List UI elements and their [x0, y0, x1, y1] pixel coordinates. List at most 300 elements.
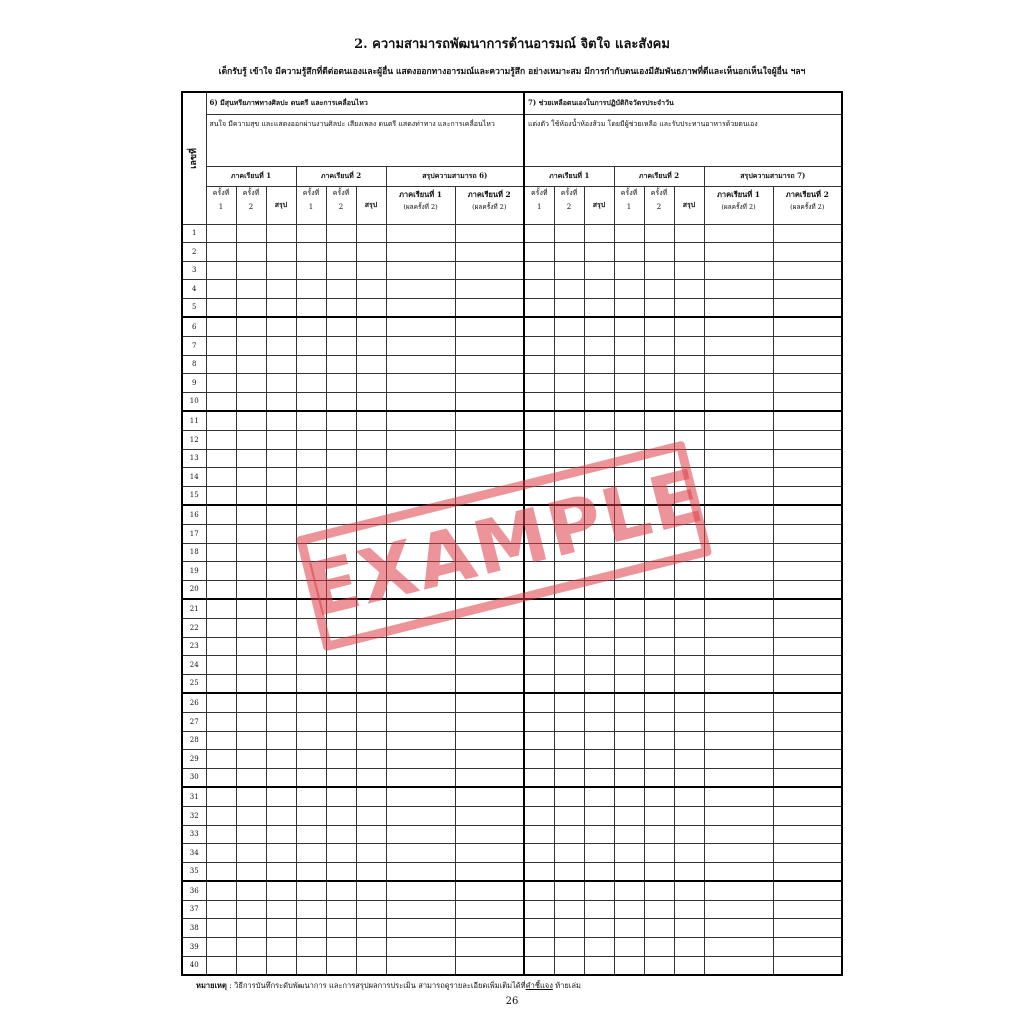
- score-cell[interactable]: [584, 919, 614, 938]
- score-cell[interactable]: [386, 337, 455, 356]
- score-cell[interactable]: [266, 243, 296, 262]
- score-cell[interactable]: [773, 280, 842, 299]
- score-cell[interactable]: [524, 656, 554, 675]
- score-cell[interactable]: [614, 956, 644, 975]
- score-cell[interactable]: [386, 618, 455, 637]
- score-cell[interactable]: [266, 525, 296, 544]
- score-cell[interactable]: [386, 261, 455, 280]
- score-cell[interactable]: [206, 693, 236, 712]
- score-cell[interactable]: [674, 580, 704, 599]
- score-cell[interactable]: [455, 862, 524, 881]
- score-cell[interactable]: [386, 693, 455, 712]
- score-cell[interactable]: [524, 449, 554, 468]
- score-cell[interactable]: [644, 881, 674, 900]
- score-cell[interactable]: [704, 337, 773, 356]
- score-cell[interactable]: [206, 280, 236, 299]
- score-cell[interactable]: [386, 525, 455, 544]
- score-cell[interactable]: [236, 337, 266, 356]
- score-cell[interactable]: [704, 243, 773, 262]
- score-cell[interactable]: [584, 543, 614, 562]
- score-cell[interactable]: [386, 599, 455, 618]
- score-cell[interactable]: [206, 862, 236, 881]
- score-cell[interactable]: [356, 862, 386, 881]
- score-cell[interactable]: [386, 280, 455, 299]
- score-cell[interactable]: [644, 599, 674, 618]
- score-cell[interactable]: [386, 580, 455, 599]
- score-cell[interactable]: [236, 806, 266, 825]
- score-cell[interactable]: [644, 562, 674, 581]
- score-cell[interactable]: [614, 599, 644, 618]
- score-cell[interactable]: [704, 881, 773, 900]
- score-cell[interactable]: [296, 637, 326, 656]
- score-cell[interactable]: [236, 243, 266, 262]
- score-cell[interactable]: [206, 787, 236, 806]
- score-cell[interactable]: [356, 919, 386, 938]
- score-cell[interactable]: [455, 411, 524, 430]
- score-cell[interactable]: [266, 862, 296, 881]
- score-cell[interactable]: [266, 280, 296, 299]
- score-cell[interactable]: [326, 825, 356, 844]
- score-cell[interactable]: [704, 844, 773, 863]
- score-cell[interactable]: [356, 938, 386, 957]
- score-cell[interactable]: [554, 224, 584, 243]
- score-cell[interactable]: [584, 787, 614, 806]
- score-cell[interactable]: [236, 825, 266, 844]
- score-cell[interactable]: [386, 486, 455, 505]
- score-cell[interactable]: [386, 787, 455, 806]
- score-cell[interactable]: [554, 825, 584, 844]
- score-cell[interactable]: [266, 392, 296, 411]
- score-cell[interactable]: [524, 919, 554, 938]
- score-cell[interactable]: [773, 825, 842, 844]
- score-cell[interactable]: [524, 844, 554, 863]
- score-cell[interactable]: [614, 355, 644, 374]
- score-cell[interactable]: [236, 486, 266, 505]
- score-cell[interactable]: [326, 750, 356, 769]
- score-cell[interactable]: [584, 243, 614, 262]
- score-cell[interactable]: [455, 656, 524, 675]
- score-cell[interactable]: [524, 806, 554, 825]
- score-cell[interactable]: [455, 825, 524, 844]
- score-cell[interactable]: [236, 956, 266, 975]
- score-cell[interactable]: [206, 224, 236, 243]
- score-cell[interactable]: [326, 543, 356, 562]
- score-cell[interactable]: [584, 317, 614, 336]
- score-cell[interactable]: [455, 881, 524, 900]
- score-cell[interactable]: [206, 562, 236, 581]
- score-cell[interactable]: [674, 543, 704, 562]
- score-cell[interactable]: [266, 298, 296, 317]
- score-cell[interactable]: [296, 468, 326, 487]
- score-cell[interactable]: [296, 243, 326, 262]
- score-cell[interactable]: [266, 562, 296, 581]
- score-cell[interactable]: [614, 411, 644, 430]
- score-cell[interactable]: [206, 956, 236, 975]
- score-cell[interactable]: [704, 787, 773, 806]
- score-cell[interactable]: [773, 956, 842, 975]
- score-cell[interactable]: [455, 280, 524, 299]
- score-cell[interactable]: [236, 431, 266, 450]
- score-cell[interactable]: [455, 637, 524, 656]
- score-cell[interactable]: [266, 806, 296, 825]
- score-cell[interactable]: [554, 731, 584, 750]
- score-cell[interactable]: [614, 449, 644, 468]
- score-cell[interactable]: [386, 431, 455, 450]
- score-cell[interactable]: [236, 392, 266, 411]
- score-cell[interactable]: [356, 712, 386, 731]
- score-cell[interactable]: [386, 656, 455, 675]
- score-cell[interactable]: [554, 806, 584, 825]
- score-cell[interactable]: [386, 392, 455, 411]
- score-cell[interactable]: [236, 768, 266, 787]
- score-cell[interactable]: [674, 562, 704, 581]
- score-cell[interactable]: [554, 280, 584, 299]
- score-cell[interactable]: [206, 825, 236, 844]
- score-cell[interactable]: [356, 317, 386, 336]
- score-cell[interactable]: [326, 486, 356, 505]
- score-cell[interactable]: [773, 505, 842, 524]
- score-cell[interactable]: [773, 674, 842, 693]
- score-cell[interactable]: [206, 881, 236, 900]
- score-cell[interactable]: [356, 618, 386, 637]
- score-cell[interactable]: [644, 637, 674, 656]
- score-cell[interactable]: [266, 637, 296, 656]
- score-cell[interactable]: [614, 750, 644, 769]
- score-cell[interactable]: [614, 392, 644, 411]
- score-cell[interactable]: [206, 298, 236, 317]
- score-cell[interactable]: [326, 317, 356, 336]
- score-cell[interactable]: [704, 618, 773, 637]
- score-cell[interactable]: [584, 505, 614, 524]
- score-cell[interactable]: [524, 337, 554, 356]
- score-cell[interactable]: [773, 637, 842, 656]
- score-cell[interactable]: [326, 374, 356, 393]
- score-cell[interactable]: [584, 468, 614, 487]
- score-cell[interactable]: [524, 298, 554, 317]
- score-cell[interactable]: [296, 862, 326, 881]
- score-cell[interactable]: [266, 956, 296, 975]
- score-cell[interactable]: [356, 337, 386, 356]
- score-cell[interactable]: [554, 768, 584, 787]
- score-cell[interactable]: [266, 261, 296, 280]
- score-cell[interactable]: [773, 919, 842, 938]
- score-cell[interactable]: [455, 317, 524, 336]
- score-cell[interactable]: [704, 731, 773, 750]
- score-cell[interactable]: [326, 637, 356, 656]
- score-cell[interactable]: [614, 637, 644, 656]
- score-cell[interactable]: [356, 392, 386, 411]
- score-cell[interactable]: [455, 374, 524, 393]
- score-cell[interactable]: [704, 938, 773, 957]
- score-cell[interactable]: [674, 750, 704, 769]
- score-cell[interactable]: [584, 900, 614, 919]
- score-cell[interactable]: [674, 261, 704, 280]
- score-cell[interactable]: [356, 374, 386, 393]
- score-cell[interactable]: [206, 844, 236, 863]
- score-cell[interactable]: [356, 298, 386, 317]
- score-cell[interactable]: [386, 919, 455, 938]
- score-cell[interactable]: [644, 693, 674, 712]
- score-cell[interactable]: [206, 543, 236, 562]
- score-cell[interactable]: [455, 580, 524, 599]
- score-cell[interactable]: [773, 431, 842, 450]
- score-cell[interactable]: [296, 881, 326, 900]
- score-cell[interactable]: [704, 919, 773, 938]
- score-cell[interactable]: [356, 525, 386, 544]
- score-cell[interactable]: [455, 806, 524, 825]
- score-cell[interactable]: [455, 618, 524, 637]
- score-cell[interactable]: [236, 938, 266, 957]
- score-cell[interactable]: [296, 712, 326, 731]
- score-cell[interactable]: [554, 243, 584, 262]
- score-cell[interactable]: [266, 224, 296, 243]
- score-cell[interactable]: [584, 825, 614, 844]
- score-cell[interactable]: [236, 411, 266, 430]
- score-cell[interactable]: [674, 224, 704, 243]
- score-cell[interactable]: [326, 562, 356, 581]
- score-cell[interactable]: [206, 599, 236, 618]
- score-cell[interactable]: [644, 750, 674, 769]
- score-cell[interactable]: [524, 693, 554, 712]
- score-cell[interactable]: [674, 280, 704, 299]
- score-cell[interactable]: [644, 656, 674, 675]
- score-cell[interactable]: [326, 844, 356, 863]
- score-cell[interactable]: [236, 374, 266, 393]
- score-cell[interactable]: [356, 637, 386, 656]
- score-cell[interactable]: [554, 637, 584, 656]
- score-cell[interactable]: [644, 956, 674, 975]
- score-cell[interactable]: [584, 337, 614, 356]
- score-cell[interactable]: [584, 637, 614, 656]
- score-cell[interactable]: [614, 280, 644, 299]
- score-cell[interactable]: [236, 637, 266, 656]
- score-cell[interactable]: [266, 731, 296, 750]
- score-cell[interactable]: [584, 656, 614, 675]
- score-cell[interactable]: [266, 505, 296, 524]
- score-cell[interactable]: [773, 486, 842, 505]
- score-cell[interactable]: [704, 862, 773, 881]
- score-cell[interactable]: [206, 919, 236, 938]
- score-cell[interactable]: [236, 881, 266, 900]
- score-cell[interactable]: [296, 337, 326, 356]
- score-cell[interactable]: [206, 768, 236, 787]
- score-cell[interactable]: [356, 355, 386, 374]
- score-cell[interactable]: [644, 525, 674, 544]
- score-cell[interactable]: [266, 656, 296, 675]
- score-cell[interactable]: [455, 337, 524, 356]
- score-cell[interactable]: [386, 674, 455, 693]
- score-cell[interactable]: [773, 374, 842, 393]
- score-cell[interactable]: [524, 731, 554, 750]
- score-cell[interactable]: [674, 825, 704, 844]
- score-cell[interactable]: [584, 431, 614, 450]
- score-cell[interactable]: [455, 768, 524, 787]
- score-cell[interactable]: [554, 562, 584, 581]
- score-cell[interactable]: [386, 712, 455, 731]
- score-cell[interactable]: [356, 731, 386, 750]
- score-cell[interactable]: [773, 900, 842, 919]
- score-cell[interactable]: [584, 298, 614, 317]
- score-cell[interactable]: [554, 392, 584, 411]
- score-cell[interactable]: [554, 505, 584, 524]
- score-cell[interactable]: [296, 656, 326, 675]
- score-cell[interactable]: [773, 938, 842, 957]
- score-cell[interactable]: [296, 280, 326, 299]
- score-cell[interactable]: [296, 298, 326, 317]
- score-cell[interactable]: [266, 881, 296, 900]
- score-cell[interactable]: [206, 243, 236, 262]
- score-cell[interactable]: [296, 787, 326, 806]
- score-cell[interactable]: [356, 543, 386, 562]
- score-cell[interactable]: [455, 243, 524, 262]
- score-cell[interactable]: [554, 919, 584, 938]
- score-cell[interactable]: [296, 317, 326, 336]
- score-cell[interactable]: [554, 261, 584, 280]
- score-cell[interactable]: [326, 806, 356, 825]
- score-cell[interactable]: [614, 656, 644, 675]
- score-cell[interactable]: [674, 337, 704, 356]
- score-cell[interactable]: [773, 844, 842, 863]
- score-cell[interactable]: [386, 562, 455, 581]
- score-cell[interactable]: [773, 768, 842, 787]
- score-cell[interactable]: [674, 844, 704, 863]
- score-cell[interactable]: [296, 919, 326, 938]
- score-cell[interactable]: [386, 900, 455, 919]
- score-cell[interactable]: [614, 224, 644, 243]
- score-cell[interactable]: [524, 505, 554, 524]
- score-cell[interactable]: [614, 731, 644, 750]
- score-cell[interactable]: [674, 486, 704, 505]
- score-cell[interactable]: [773, 543, 842, 562]
- score-cell[interactable]: [773, 525, 842, 544]
- score-cell[interactable]: [386, 862, 455, 881]
- score-cell[interactable]: [524, 881, 554, 900]
- score-cell[interactable]: [674, 693, 704, 712]
- score-cell[interactable]: [704, 712, 773, 731]
- score-cell[interactable]: [236, 562, 266, 581]
- score-cell[interactable]: [326, 449, 356, 468]
- score-cell[interactable]: [773, 243, 842, 262]
- score-cell[interactable]: [644, 844, 674, 863]
- score-cell[interactable]: [614, 374, 644, 393]
- score-cell[interactable]: [524, 674, 554, 693]
- score-cell[interactable]: [584, 844, 614, 863]
- score-cell[interactable]: [455, 750, 524, 769]
- score-cell[interactable]: [386, 355, 455, 374]
- score-cell[interactable]: [296, 374, 326, 393]
- score-cell[interactable]: [674, 806, 704, 825]
- score-cell[interactable]: [773, 562, 842, 581]
- score-cell[interactable]: [356, 562, 386, 581]
- score-cell[interactable]: [296, 525, 326, 544]
- score-cell[interactable]: [773, 656, 842, 675]
- score-cell[interactable]: [236, 731, 266, 750]
- score-cell[interactable]: [704, 486, 773, 505]
- score-cell[interactable]: [206, 449, 236, 468]
- score-cell[interactable]: [773, 468, 842, 487]
- score-cell[interactable]: [584, 580, 614, 599]
- score-cell[interactable]: [326, 712, 356, 731]
- score-cell[interactable]: [296, 505, 326, 524]
- score-cell[interactable]: [455, 787, 524, 806]
- score-cell[interactable]: [356, 787, 386, 806]
- score-cell[interactable]: [674, 374, 704, 393]
- score-cell[interactable]: [386, 731, 455, 750]
- score-cell[interactable]: [206, 712, 236, 731]
- score-cell[interactable]: [455, 298, 524, 317]
- score-cell[interactable]: [644, 900, 674, 919]
- score-cell[interactable]: [455, 919, 524, 938]
- score-cell[interactable]: [326, 224, 356, 243]
- score-cell[interactable]: [455, 562, 524, 581]
- score-cell[interactable]: [674, 411, 704, 430]
- score-cell[interactable]: [386, 505, 455, 524]
- score-cell[interactable]: [326, 862, 356, 881]
- score-cell[interactable]: [674, 505, 704, 524]
- score-cell[interactable]: [266, 618, 296, 637]
- score-cell[interactable]: [266, 674, 296, 693]
- score-cell[interactable]: [614, 881, 644, 900]
- score-cell[interactable]: [206, 618, 236, 637]
- score-cell[interactable]: [773, 392, 842, 411]
- score-cell[interactable]: [326, 881, 356, 900]
- score-cell[interactable]: [386, 825, 455, 844]
- score-cell[interactable]: [704, 825, 773, 844]
- score-cell[interactable]: [773, 449, 842, 468]
- score-cell[interactable]: [584, 693, 614, 712]
- score-cell[interactable]: [266, 693, 296, 712]
- score-cell[interactable]: [674, 731, 704, 750]
- score-cell[interactable]: [455, 900, 524, 919]
- score-cell[interactable]: [704, 806, 773, 825]
- score-cell[interactable]: [554, 844, 584, 863]
- score-cell[interactable]: [773, 224, 842, 243]
- score-cell[interactable]: [773, 337, 842, 356]
- score-cell[interactable]: [296, 599, 326, 618]
- score-cell[interactable]: [614, 618, 644, 637]
- score-cell[interactable]: [524, 712, 554, 731]
- score-cell[interactable]: [584, 938, 614, 957]
- score-cell[interactable]: [644, 243, 674, 262]
- score-cell[interactable]: [206, 938, 236, 957]
- score-cell[interactable]: [674, 900, 704, 919]
- score-cell[interactable]: [455, 543, 524, 562]
- score-cell[interactable]: [524, 938, 554, 957]
- score-cell[interactable]: [524, 825, 554, 844]
- score-cell[interactable]: [644, 787, 674, 806]
- score-cell[interactable]: [584, 712, 614, 731]
- score-cell[interactable]: [455, 224, 524, 243]
- score-cell[interactable]: [644, 543, 674, 562]
- score-cell[interactable]: [674, 317, 704, 336]
- score-cell[interactable]: [206, 261, 236, 280]
- score-cell[interactable]: [614, 806, 644, 825]
- score-cell[interactable]: [644, 355, 674, 374]
- score-cell[interactable]: [236, 862, 266, 881]
- score-cell[interactable]: [236, 317, 266, 336]
- score-cell[interactable]: [554, 317, 584, 336]
- score-cell[interactable]: [455, 731, 524, 750]
- score-cell[interactable]: [704, 543, 773, 562]
- score-cell[interactable]: [386, 768, 455, 787]
- score-cell[interactable]: [554, 712, 584, 731]
- score-cell[interactable]: [773, 317, 842, 336]
- score-cell[interactable]: [554, 374, 584, 393]
- score-cell[interactable]: [356, 261, 386, 280]
- score-cell[interactable]: [206, 580, 236, 599]
- score-cell[interactable]: [236, 261, 266, 280]
- score-cell[interactable]: [356, 411, 386, 430]
